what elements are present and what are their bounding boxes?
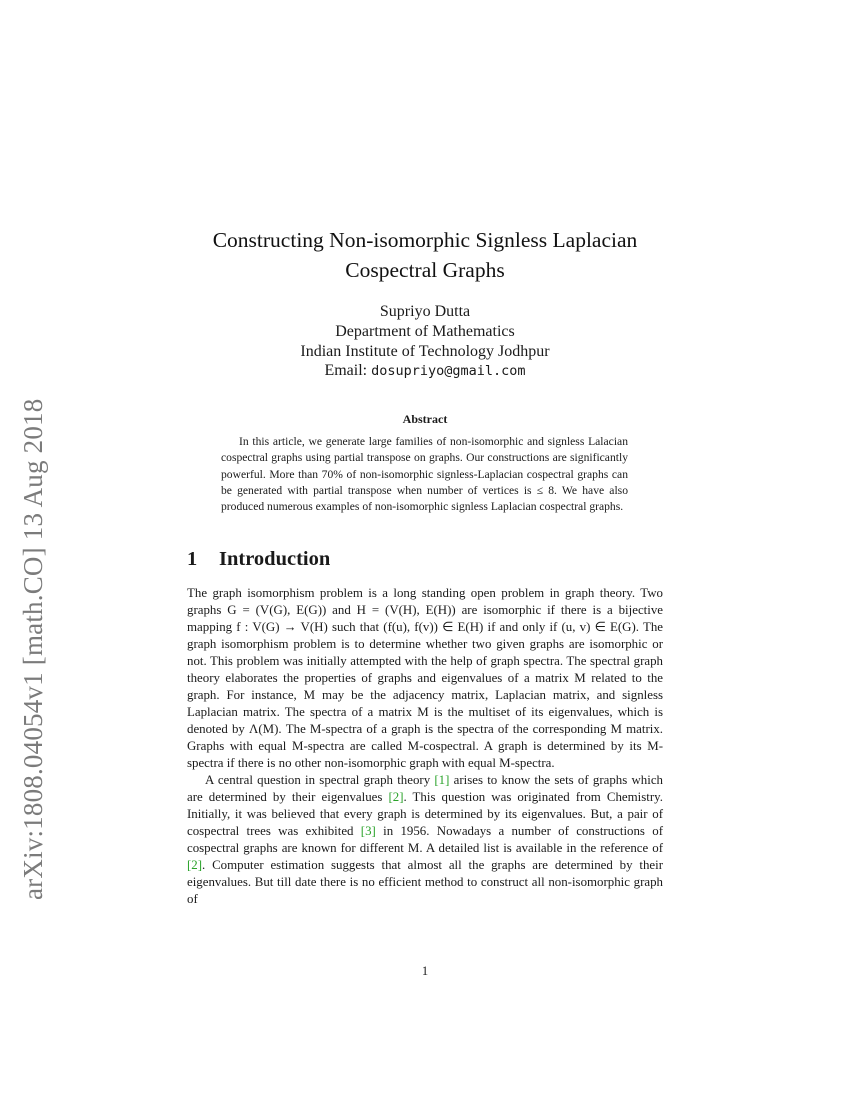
email-address[interactable]: dosupriyo@gmail.com [371,363,526,380]
paragraph-1: The graph isomorphism problem is a long standing open problem in graph theory. Two graphs G = (V(G), E(G)) and H = (V(H), E(H)) are isomorphic if there is a bijective mapping f : V(G) → V(H) such that (f(u), f(v)) ∈ E(H) if and only if (u, v) ∈ E(G). The graph isomorphism problem is to determine whether two given graphs are isomorphic or not. This problem was initially attempted with the help of graph spectra. The spectral graph theory elaborates the properties of graphs and eigenvalues of a matrix M related to the graph. For instance, M may be the adjacency matrix, Laplacian matrix, and signless Laplacian matrix. The spectra of a matrix M is the multiset of its eigenvalues, which is denoted by Λ(M). The M-spectra of a graph is the spectra of the corresponding M matrix. Graphs with equal M-spectra are called M-cospectral. A graph is determined by its M-spectra if there is no other non-isomorphic graph with equal M-spectra. [187,586,663,770]
page-number: 1 [421,964,429,978]
author-email-line [160,361,690,382]
author-name: Supriyo Dutta [379,303,471,320]
citation-link[interactable]: [3] [360,824,376,838]
author-department: Department of Mathematics [335,322,515,340]
title-line-1: Constructing Non-isomorphic Signless Laplacian [212,228,638,252]
introduction-body [187,585,663,908]
section-heading [187,548,330,571]
section-number: 1 [187,548,198,570]
author-institute: Indian Institute of Technology Jodhpur [300,342,550,360]
citation-link[interactable]: [2] [388,790,404,804]
paragraph-2: A central question in spectral graph theory [1] arises to know the sets of graphs which are determined by their eigenvalues [2]. This question was originated from Chemistry. Initially, it was believed that every graph is determined by its eigenvalues. But, a pair of cospectral trees was exhibited [3] in 1956. Nowadays a number of constructions of cospectral graphs are known for different M. A detailed list is available in the reference of [2]. Computer estimation suggests that almost all the graphs are determined by their eigenvalues. But till date there is no efficient method to construct all non-isomorphic graph of [187,773,663,906]
citation-link[interactable]: [1] [434,773,450,787]
abstract-heading: Abstract [402,412,448,426]
citation-link[interactable]: [2] [187,858,203,872]
paper-title [160,225,690,285]
email-label: Email: [324,362,368,380]
section-title: Introduction [219,548,331,570]
author-block [160,302,690,382]
arxiv-identifier-stamp: arXiv:1808.04054v1 [math.CO] 13 Aug 2018 [18,398,48,900]
abstract-text: In this article, we generate large families of non-isomorphic and signless Lalacian cospectral graphs using partial transpose on graphs. Our constructions are significantly powerful. More than 70% of non-isomorphic signless-Laplacian cospectral graphs can be generated with partial transpose when number of vertices is ≤ 8. We have also produced numerous examples of non-isomorphic signless Laplacian cospectral graphs. [221,435,628,514]
title-line-2: Cospectral Graphs [345,258,505,282]
